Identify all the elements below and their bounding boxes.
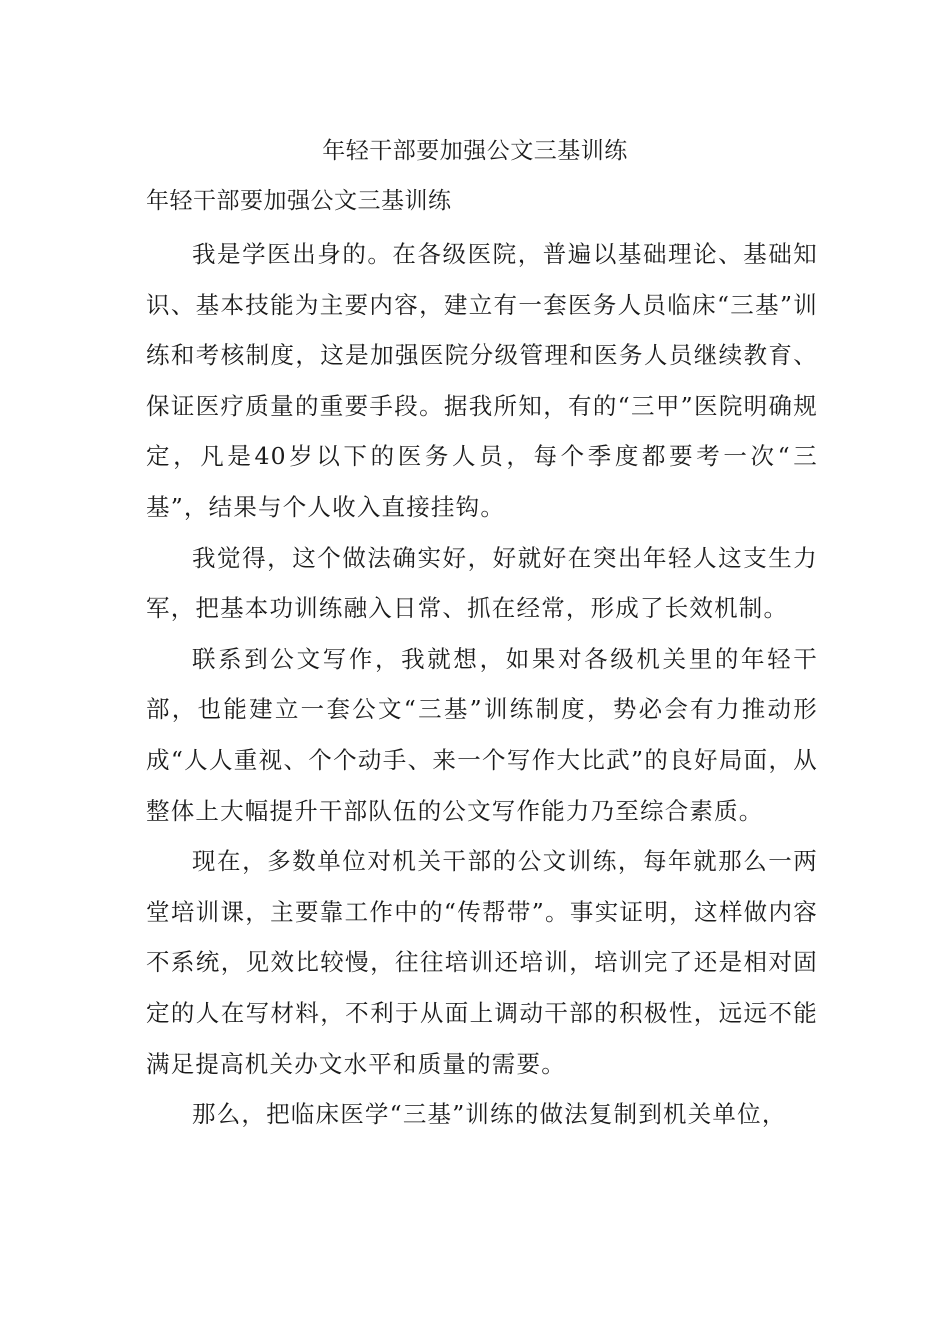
paragraph: 我是学医出身的。在各级医院，普遍以基础理论、基础知识、基本技能为主要内容，建立有一套医务人员临床“三基”训练和考核制度，这是加强医院分级管理和医务人员继续教育、保证医疗质量的重要手段。据我所知，有的“三甲”医院明确规定，凡是40岁以下的医务人员，每个季度都要考一次“三基”，结果与个人收入直接挂钩。 bbox=[146, 240, 818, 521]
paragraph: 联系到公文写作，我就想，如果对各级机关里的年轻干部，也能建立一套公文“三基”训练制度，势必会有力推动形成“人人重视、个个动手、来一个写作大比武”的良好局面，从整体上大幅提升干部队伍的公文写作能力乃至综合素质。 bbox=[146, 644, 818, 825]
paragraph: 那么，把临床医学“三基”训练的做法复制到机关单位， bbox=[192, 1100, 787, 1129]
document-subtitle: 年轻干部要加强公文三基训练 bbox=[146, 188, 452, 214]
document-title: 年轻干部要加强公文三基训练 bbox=[322, 138, 628, 164]
paragraph: 我觉得，这个做法确实好，好就好在突出年轻人这支生力军，把基本功训练融入日常、抓在经常，形成了长效机制。 bbox=[146, 543, 818, 623]
paragraph: 现在，多数单位对机关干部的公文训练，每年就那么一两堂培训课，主要靠工作中的“传帮带”。事实证明，这样做内容不系统，见效比较慢，往往培训还培训，培训完了还是相对固定的人在写材料，不利于从面上调动干部的积极性，远远不能满足提高机关办文水平和质量的需要。 bbox=[146, 847, 818, 1078]
document-body bbox=[146, 229, 818, 1140]
